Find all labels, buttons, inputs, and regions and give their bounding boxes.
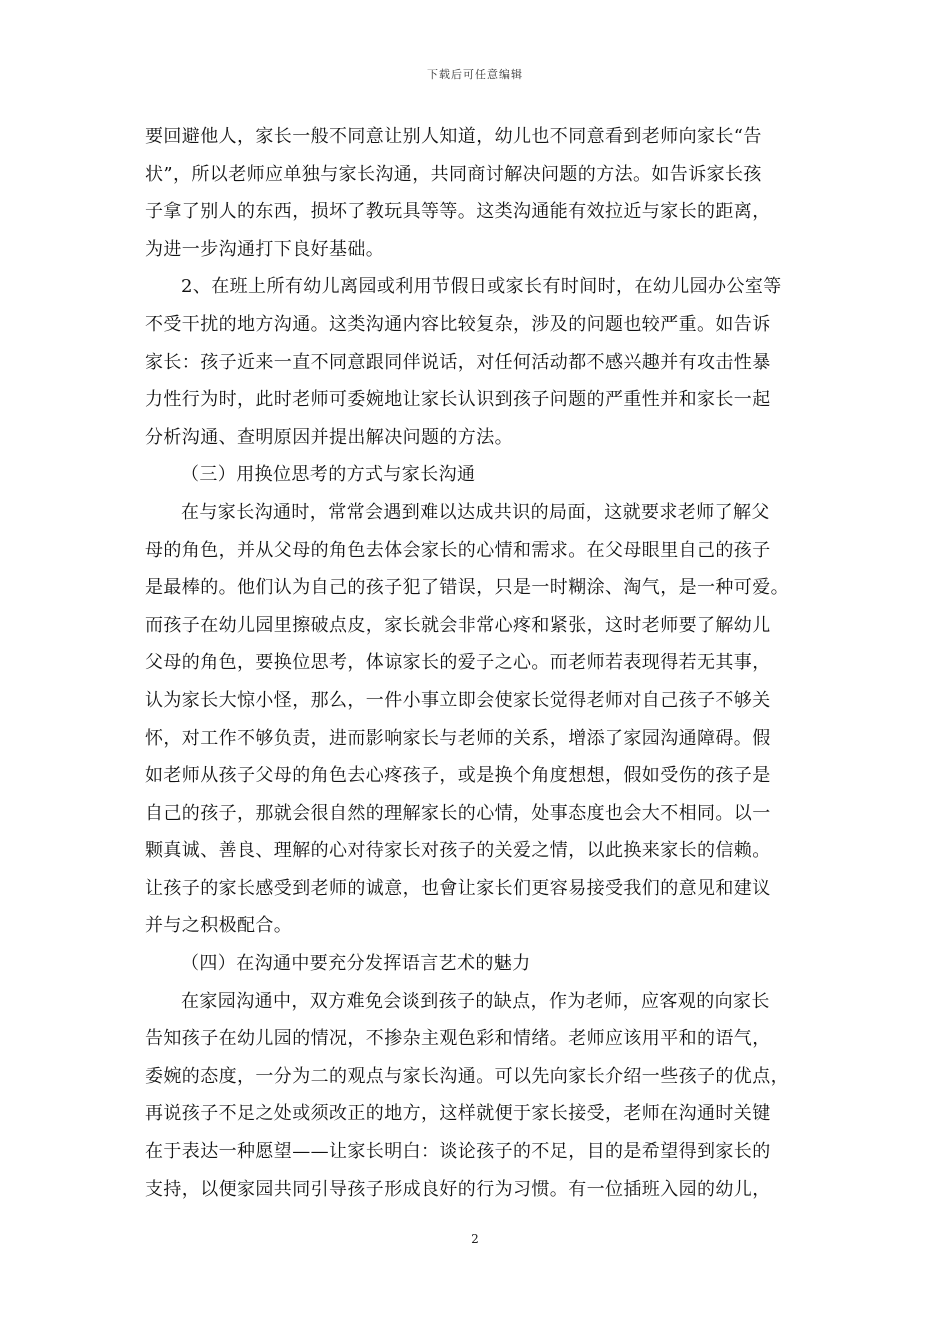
- text-line: 自己的孩子，那就会很自然的理解家长的心情，处事态度也会大不相同。以一: [145, 802, 771, 824]
- text-line: 父母的角色，要换位思考，体谅家长的爱子之心。而老师若表现得若无其事，: [145, 652, 771, 674]
- text-line: 而孩子在幼儿园里擦破点皮，家长就会非常心疼和紧张，这时老师要了解幼儿: [145, 614, 771, 636]
- text-line: 支持，以便家园共同引导孩子形成良好的行为习惯。有一位插班入园的幼儿，: [145, 1178, 771, 1200]
- text-line: （三）用换位思考的方式与家长沟通: [181, 464, 476, 486]
- text-line: 是最棒的。他们认为自己的孩子犯了错误，只是一时糊涂、淘气，是一种可爱。: [145, 577, 789, 599]
- document-body: [145, 118, 825, 1208]
- text-line: 在于表达一种愿望——让家长明白：谈论孩子的不足，目的是希望得到家长的: [145, 1141, 771, 1163]
- text-line: 母的角色，并从父母的角色去体会家长的心情和需求。在父母眼里自己的孩子: [145, 539, 771, 561]
- text-line: 状”，所以老师应单独与家长沟通，共同商讨解决问题的方法。如告诉家长孩: [145, 163, 762, 185]
- text-line: 怀，对工作不够负责，进而影响家长与老师的关系，增添了家园沟通障碍。假: [145, 727, 771, 749]
- text-line: 2、在班上所有幼儿离园或利用节假日或家长有时间时，在幼儿园办公室等: [181, 276, 782, 298]
- text-line: 再说孩子不足之处或须改正的地方，这样就便于家长接受，老师在沟通时关键: [145, 1103, 771, 1125]
- text-line: 为进一步沟通打下良好基础。: [145, 238, 385, 260]
- page-header: 下载后可任意编辑: [427, 68, 523, 81]
- text-line: 家长：孩子近来一直不同意跟同伴说话，对任何活动都不感兴趣并有攻击性暴: [145, 351, 771, 373]
- text-line: 告知孩子在幼儿园的情况，不掺杂主观色彩和情绪。老师应该用平和的语气，: [145, 1028, 771, 1050]
- page-number: 2: [471, 1232, 479, 1246]
- text-line: 不受干扰的地方沟通。这类沟通内容比较复杂，涉及的问题也较严重。如告诉: [145, 313, 771, 335]
- text-line: 认为家长大惊小怪，那么，一件小事立即会使家长觉得老师对自己孩子不够关: [145, 689, 771, 711]
- text-line: 要回避他人，家长一般不同意让别人知道，幼儿也不同意看到老师向家长“告: [145, 126, 762, 147]
- text-line: 并与之积极配合。: [145, 915, 293, 937]
- text-line: 委婉的态度，一分为二的观点与家长沟通。可以先向家长介绍一些孩子的优点，: [145, 1065, 789, 1087]
- text-line: 子拿了别人的东西，损坏了教玩具等等。这类沟通能有效拉近与家长的距离，: [145, 201, 771, 223]
- text-line: 如老师从孩子父母的角色去心疼孩子，或是换个角度想想，假如受伤的孩子是: [145, 765, 771, 787]
- text-line: （四）在沟通中要充分发挥语言艺术的魅力: [181, 953, 531, 975]
- text-line: 颗真诚、善良、理解的心对待家长对孩子的关爱之情，以此换来家长的信赖。: [145, 840, 771, 862]
- text-line: 分析沟通、查明原因并提出解决问题的方法。: [145, 426, 513, 448]
- text-line: 让孩子的家长感受到老师的诚意，也會让家长们更容易接受我们的意见和建议: [145, 877, 771, 899]
- text-line: 在与家长沟通时，常常会遇到难以达成共识的局面，这就要求老师了解父: [181, 501, 770, 523]
- text-line: 力性行为时，此时老师可委婉地让家长认识到孩子问题的严重性并和家长一起: [145, 389, 771, 411]
- text-line: 在家园沟通中，双方难免会谈到孩子的缺点，作为老师，应客观的向家长: [181, 990, 770, 1012]
